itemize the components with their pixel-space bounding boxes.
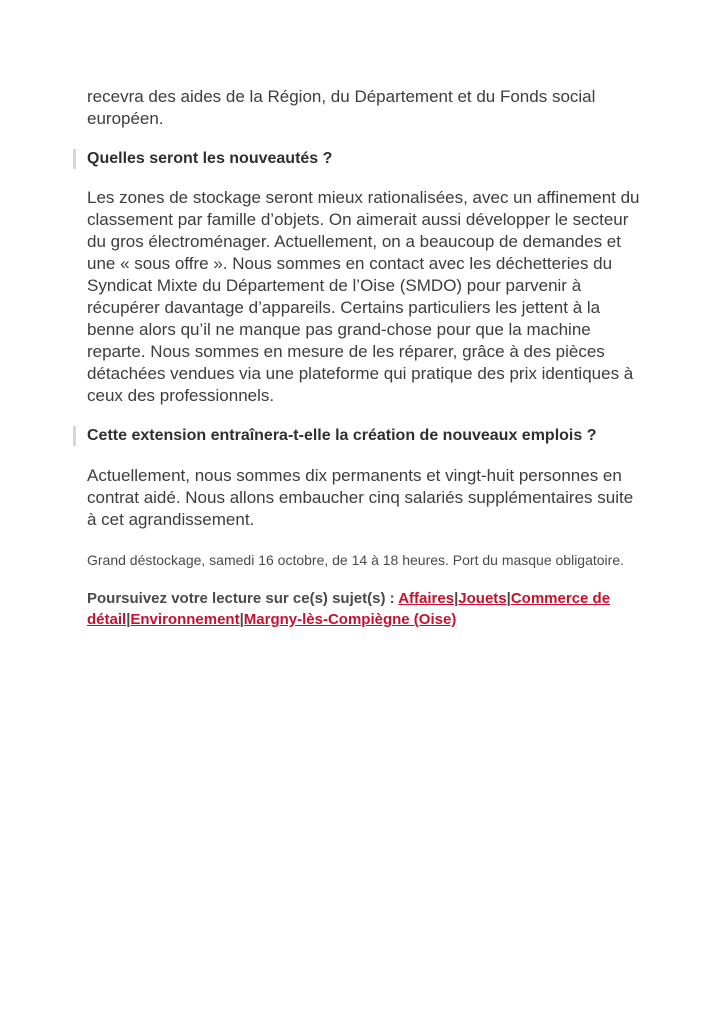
topic-separator: | <box>506 590 511 607</box>
topic-link-margny-les-compiegne[interactable]: Margny-lès-Compiègne (Oise) <box>243 611 457 628</box>
question-heading-2: Cette extension entraînera-t-elle la création de nouveaux emplois ? <box>87 425 647 447</box>
event-note: Grand déstockage, samedi 16 octobre, de 14 à 18 heures. Port du masque obligatoire. <box>87 552 625 568</box>
topic-separator: | <box>126 611 131 628</box>
related-topics <box>87 588 647 630</box>
topic-link-jouets[interactable]: Jouets <box>458 590 507 607</box>
topic-link-affaires[interactable]: Affaires <box>398 590 455 607</box>
paragraph-intro: recevra des aides de la Région, du Département et du Fonds social européen. <box>87 87 596 128</box>
topic-link-commerce-de-detail[interactable]: Commerce de détail <box>87 590 611 628</box>
answer-paragraph-2: Actuellement, nous sommes dix permanents et vingt-huit personnes en contrat aidé. Nous allons embaucher cinq salariés supplémentaires suite à cet agrandissement. <box>87 466 634 529</box>
related-topics-lead: Poursuivez votre lecture sur ce(s) sujet(s) : <box>87 590 399 607</box>
answer-paragraph-1: Les zones de stockage seront mieux rationalisées, avec un affinement du classement par famille d’objets. On aimerait aussi développer le secteur du gros électroménager. Actuellement, on a beaucoup de demandes et une « sous offre ». Nous sommes en contact avec les déchetteries du Syndicat Mixte du Département de l’Oise (SMDO) pour parvenir à récupérer davantage d’appareils. Certains particuliers les jettent à la benne alors qu’il ne manque pas grand-chose pour que la machine reparte. Nous sommes en mesure de les réparer, grâce à des pièces détachées vendues via une plateforme qui pratique des prix identiques à ceux des professionnels. <box>87 188 640 405</box>
topic-separator: | <box>239 611 244 628</box>
topic-separator: | <box>454 590 459 607</box>
article-body <box>87 86 647 630</box>
topic-link-environnement[interactable]: Environnement <box>130 611 240 628</box>
question-heading-1: Quelles seront les nouveautés ? <box>87 148 647 170</box>
